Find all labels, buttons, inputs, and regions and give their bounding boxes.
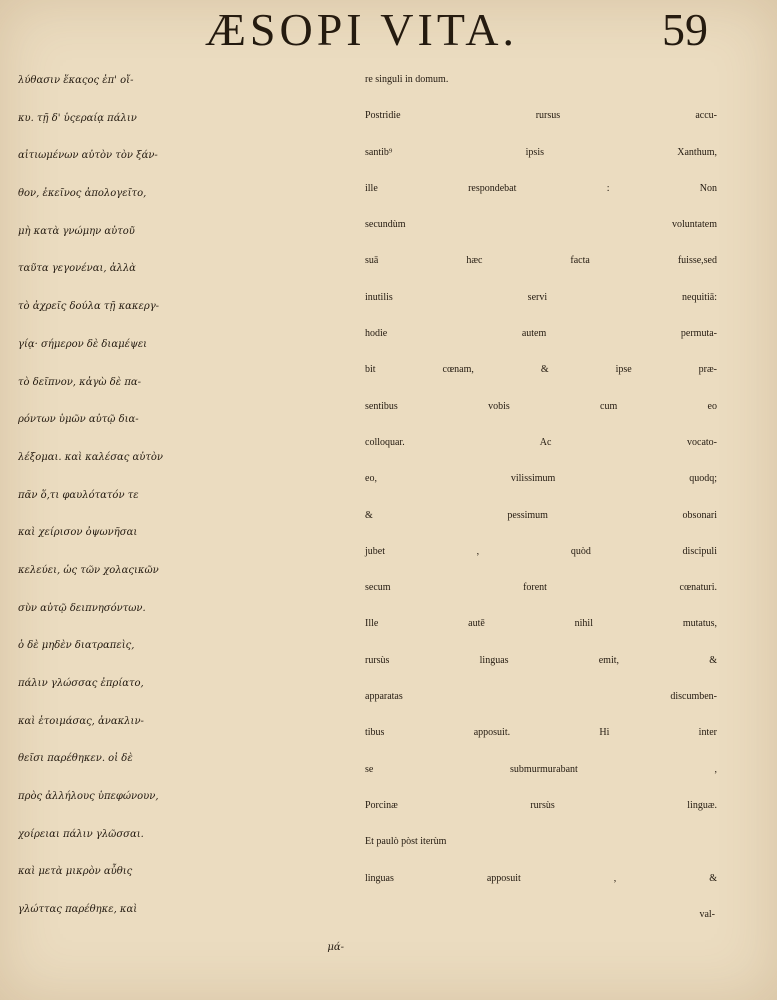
latin-text-line: apparatas discumben-	[365, 691, 717, 703]
running-title: ÆSOPI VITA.	[205, 4, 518, 55]
greek-text-line: μά-	[327, 941, 344, 953]
greek-text-line: μὴ κατὰ γνώμην αὐτοῦ	[18, 225, 135, 237]
greek-text-column	[18, 62, 348, 967]
latin-text-line: rursùs linguas emit, &	[365, 654, 717, 666]
greek-text-line: πάλιν γλώσσας ἐπρίατο,	[18, 678, 144, 689]
greek-text-line: γλώττας παρέθηκε, καὶ	[18, 904, 138, 916]
latin-text-line: secundùm voluntatem	[365, 219, 717, 231]
greek-text-line: κυ. τῇ δ' ὑςεραίᾳ πάλιν	[18, 112, 137, 124]
latin-text-line: val-	[699, 908, 715, 920]
greek-text-line: καὶ μετὰ μικρὸν αὖθις	[18, 866, 133, 878]
latin-text-line: & pessimum obsonari	[365, 509, 717, 521]
latin-text-line: Et paulò pòst iterùm	[365, 836, 447, 848]
greek-text-line: γίᾳ· σήμερον δὲ διαμέψει	[18, 338, 148, 350]
greek-text-line: σὺν αὐτῷ δειπνησόντων.	[18, 602, 146, 614]
latin-text-column	[365, 62, 717, 933]
greek-text-line: θον, ἐκεῖνος ἀπολογεῖτο,	[18, 188, 147, 200]
latin-text-line: Ille autē nihil mutatus,	[365, 618, 717, 630]
greek-text-line: πρὸς ἀλλήλους ὑπεφώνουν,	[18, 791, 159, 803]
latin-text-line: colloquar. Ac vocato-	[365, 436, 717, 448]
latin-text-line: Postridie rursus accu-	[365, 110, 717, 122]
greek-text-line: αἰτιωμένων αὐτὸν τὸν ξάν-	[18, 150, 158, 162]
greek-text-line: τὸ ἀχρεῖς δούλα τῇ κακεργ-	[18, 301, 160, 313]
greek-text-line: λέξομαι. καὶ καλέσας αὐτὸν	[18, 451, 164, 463]
latin-text-line: eo, vilissimum quodq;	[365, 473, 717, 485]
latin-text-line: secum forent cœnaturi.	[365, 582, 717, 594]
latin-text-line: hodie autem permuta-	[365, 328, 717, 340]
greek-text-line: ὁ δὲ μηδὲν διατραπεὶς,	[18, 640, 135, 652]
greek-text-line: τὸ δεῖπνον, κἀγὼ δὲ πα-	[18, 376, 142, 388]
greek-text-line: χοίρειαι πάλιν γλῶσσαι.	[18, 828, 144, 840]
latin-text-line: sentibus vobis cum eo	[365, 400, 717, 412]
latin-text-line: tibus apposuit. Hi inter	[365, 727, 717, 739]
latin-text-line: santib⁹ ipsis Xanthum,	[365, 146, 717, 158]
page-number: 59	[662, 4, 708, 55]
latin-text-line: inutilis servi nequitiā:	[365, 291, 717, 303]
latin-text-line: ille respondebat : Non	[365, 182, 717, 194]
latin-text-line: linguas apposuit , &	[365, 872, 717, 884]
greek-text-line: λύθασιν ἕκαςος ἐπ' οἴ-	[18, 75, 134, 86]
latin-text-line: suā hæc facta fuisse,sed	[365, 255, 717, 267]
latin-text-line: bit cœnam, & ipse præ-	[365, 364, 717, 376]
latin-text-line: se submurmurabant ,	[365, 763, 717, 775]
greek-text-line: πᾶν ὅ,τι φαυλότατόν τε	[18, 489, 139, 501]
greek-text-line: κελεύει, ὡς τῶν χολαςικῶν	[18, 564, 159, 576]
greek-text-line: ταῦτα γεγονέναι, ἀλλὰ	[18, 263, 136, 275]
latin-text-line: jubet , quòd discipuli	[365, 545, 717, 557]
latin-text-line: re singuli in domum.	[365, 74, 449, 85]
greek-text-line: ρόντων ὑμῶν αὐτῷ δια-	[18, 414, 139, 426]
latin-text-line: Porcinæ rursùs linguæ.	[365, 799, 717, 811]
greek-text-line: καὶ χείρισον ὀψωνῆσαι	[18, 527, 138, 539]
greek-text-line: θεῖσι παρέθηκεν. οἱ δὲ	[18, 753, 133, 765]
greek-text-line: καὶ ἑτοιμάσας, ἀνακλιν-	[18, 715, 144, 727]
page-header	[0, 4, 777, 56]
